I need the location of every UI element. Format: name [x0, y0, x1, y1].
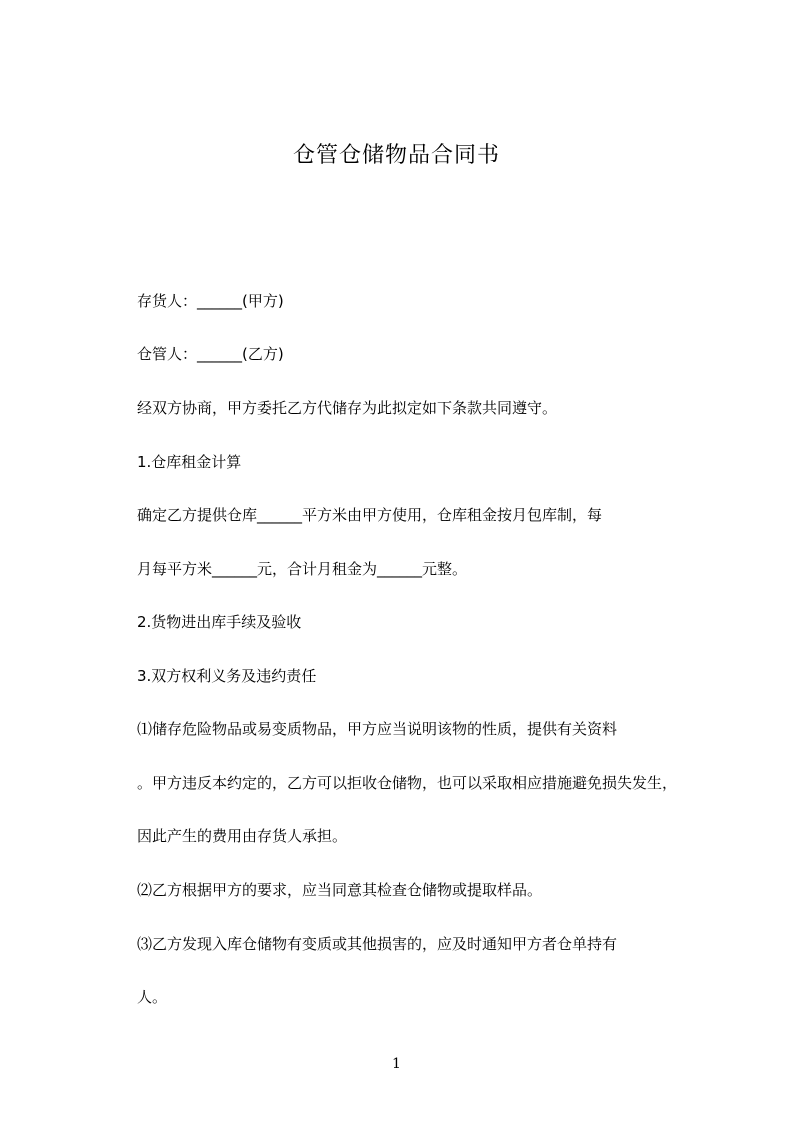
clause-1-line: 。甲方违反本约定的，乙方可以拒收仓储物，也可以采取相应措施避免损失发生，	[137, 774, 678, 792]
section-2-heading: 2.货物进出库手续及验收	[137, 613, 302, 631]
clause-1-line: ⑴储存危险物品或易变质物品，甲方应当说明该物的性质，提供有关资料	[137, 720, 618, 738]
agreement-intro: 经双方协商，甲方委托乙方代储存为此拟定如下条款共同遵守。	[137, 399, 558, 417]
clause-3-line: ⑶乙方发现入库仓储物有变质或其他损害的，应及时通知甲方者仓单持有	[137, 935, 618, 953]
paragraph-line: 确定乙方提供仓库______平方米由甲方使用，仓库租金按月包库制，每	[137, 506, 603, 524]
warehouse-keeper-line: 仓管人：______(乙方)	[137, 345, 284, 363]
clause-3-line: 人。	[137, 988, 168, 1006]
paragraph-line: 月每平方米______元，合计月租金为______元整。	[137, 560, 468, 578]
clause-2-line: ⑵乙方根据甲方的要求，应当同意其检查仓储物或提取样品。	[137, 881, 543, 899]
document-title: 仓管仓储物品合同书	[292, 143, 500, 168]
section-1-heading: 1.仓库租金计算	[137, 453, 242, 471]
page-number: 1	[392, 1056, 401, 1072]
section-3-heading: 3.双方权利义务及违约责任	[137, 667, 317, 685]
depositor-line: 存货人：______(甲方)	[137, 292, 284, 310]
clause-1-line: 因此产生的费用由存货人承担。	[137, 827, 348, 845]
